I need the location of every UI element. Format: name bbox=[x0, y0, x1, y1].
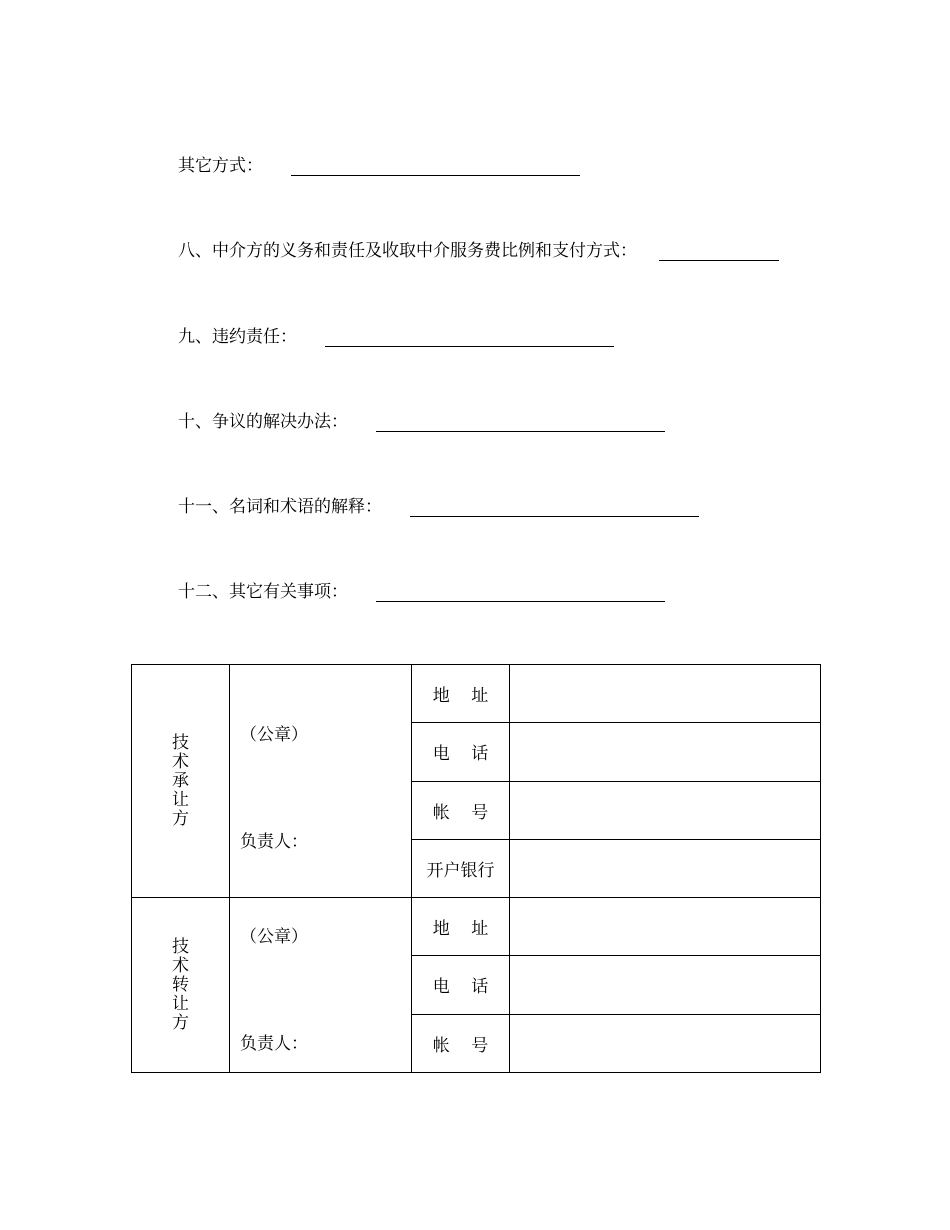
fill-in-blank[interactable] bbox=[376, 583, 665, 602]
clause-8-intermediary bbox=[178, 241, 779, 261]
table-row bbox=[132, 898, 821, 956]
account-label: 帐 号 bbox=[412, 1014, 510, 1072]
party-label: 技术转让方 bbox=[172, 936, 189, 1033]
bank-field[interactable] bbox=[510, 839, 821, 897]
fill-in-blank[interactable] bbox=[376, 413, 665, 432]
seal-label: （公章） bbox=[240, 927, 308, 947]
account-label: 帐 号 bbox=[412, 781, 510, 839]
clause-other-methods bbox=[178, 156, 580, 176]
party-cell-transferor bbox=[132, 898, 230, 1073]
responsible-person-label: 负责人： bbox=[240, 832, 308, 852]
clause-label: 九、违约责任： bbox=[178, 327, 297, 347]
clause-label: 十一、名词和术语的解释： bbox=[178, 497, 382, 517]
clause-label: 十、争议的解决办法： bbox=[178, 412, 348, 432]
phone-field[interactable] bbox=[510, 956, 821, 1014]
clause-label: 十二、其它有关事项： bbox=[178, 582, 348, 602]
fill-in-blank[interactable] bbox=[325, 328, 614, 347]
address-label: 地 址 bbox=[412, 898, 510, 956]
responsible-person-label: 负责人： bbox=[240, 1034, 308, 1054]
party-label: 技术承让方 bbox=[172, 732, 189, 829]
clause-9-liability bbox=[178, 327, 614, 347]
party-cell-receiver bbox=[132, 665, 230, 898]
clause-12-other bbox=[178, 582, 665, 602]
clause-10-dispute bbox=[178, 412, 665, 432]
phone-field[interactable] bbox=[510, 723, 821, 781]
fill-in-blank[interactable] bbox=[291, 157, 580, 176]
table-row bbox=[132, 665, 821, 723]
clause-label: 其它方式： bbox=[178, 156, 263, 176]
phone-label: 电 话 bbox=[412, 956, 510, 1014]
phone-label: 电 话 bbox=[412, 723, 510, 781]
seal-label: （公章） bbox=[240, 725, 308, 745]
seal-cell-transferor[interactable] bbox=[230, 898, 412, 1073]
bank-label: 开户银行 bbox=[412, 839, 510, 897]
clause-label: 八、中介方的义务和责任及收取中介服务费比例和支付方式： bbox=[178, 241, 637, 261]
address-label: 地 址 bbox=[412, 665, 510, 723]
signature-table bbox=[131, 664, 821, 1073]
clause-11-terms bbox=[178, 497, 699, 517]
seal-cell-receiver[interactable] bbox=[230, 665, 412, 898]
address-field[interactable] bbox=[510, 665, 821, 723]
account-field[interactable] bbox=[510, 781, 821, 839]
account-field[interactable] bbox=[510, 1014, 821, 1072]
address-field[interactable] bbox=[510, 898, 821, 956]
fill-in-blank[interactable] bbox=[659, 242, 779, 261]
fill-in-blank[interactable] bbox=[410, 498, 699, 517]
